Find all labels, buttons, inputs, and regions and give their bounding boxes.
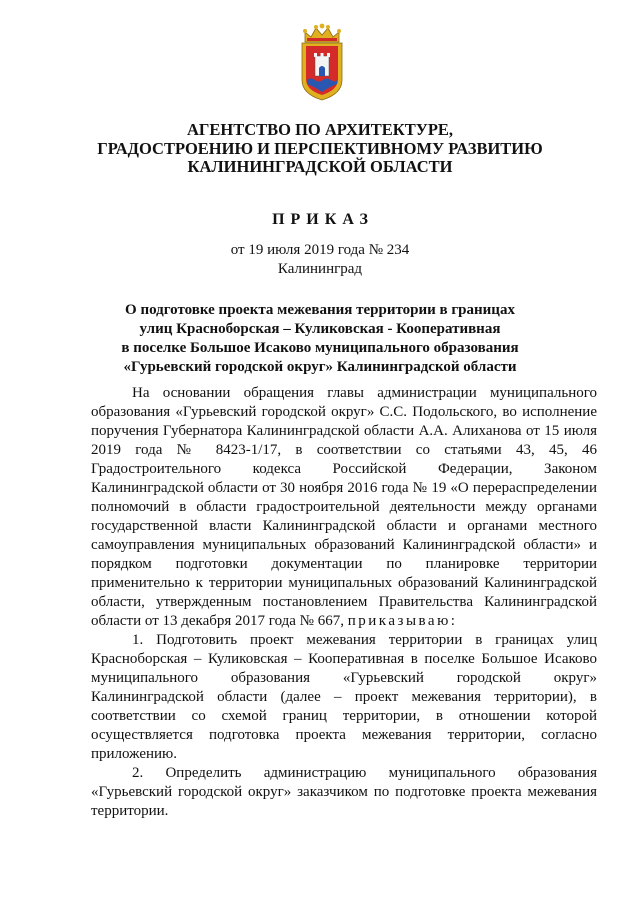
preamble-text: На основании обращения главы администрации муниципального образования «Гурьевский городской округ» С.С. Подольского, во исполнение поручения Губернатора Калининградской области А.А. Алиханова от 15 июля 2019 года № 8423-1/17, в соответствии со статьями 43, 45, 46 Градостроительного кодекса Российской Федерации, Законом Калининградской области от 30 ноября 2016 года № 19 «О перераспределении полномочий в области градостроительной деятельности между органами государственной власти Калининградской области и органами местного самоуправления муниципальных образований Калининградской области» и порядком подготовки документации по планировке территории применительно к территории муниципальных образований Калининградской области, утвержденным постановлением Правительства Калининградской области от 13 декабря 2017 года № 667, (91, 385, 597, 629)
decree-word: приказываю: (347, 613, 458, 629)
agency-line-3: КАЛИНИНГРАДСКОЙ ОБЛАСТИ (187, 157, 453, 176)
order-date-number: от 19 июля 2019 года № 234 (230, 242, 410, 258)
order-body (91, 384, 597, 821)
order-subject (90, 301, 550, 377)
item-2-paragraph: 2. Определить администрацию муниципального образования «Гурьевский городской округ» заказчиком по подготовке проекта межевания территории. (91, 765, 597, 819)
subject-line-4: «Гурьевский городской округ» Калининградской области (123, 359, 517, 375)
subject-line-3: в поселке Большое Исаково муниципального образования (121, 340, 519, 356)
subject-line-2: улиц Красноборская – Куликовская - Кооперативная (139, 321, 501, 337)
agency-line-1: АГЕНТСТВО ПО АРХИТЕКТУРЕ, (186, 120, 454, 139)
order-title: ПРИКАЗ (272, 211, 374, 228)
order-city: Калининград (277, 261, 363, 277)
coat-of-arms-icon (297, 22, 347, 102)
preamble-paragraph (91, 384, 597, 631)
item-1-paragraph: 1. Подготовить проект межевания территории в границах улиц Красноборская – Куликовская – Кооперативная в поселке Большое Исаково муниципального образования «Гурьевский городской округ» Калининградской области (далее – проект межевания территории), в соответствии со схемой границ территории, в отношении которой осуществляется подготовка проекта межевания территории, согласно приложению. (91, 632, 597, 762)
agency-name (60, 121, 580, 177)
subject-line-1: О подготовке проекта межевания территории в границах (125, 302, 515, 318)
agency-line-2: ГРАДОСТРОЕНИЮ И ПЕРСПЕКТИВНОМУ РАЗВИТИЮ (97, 138, 543, 158)
